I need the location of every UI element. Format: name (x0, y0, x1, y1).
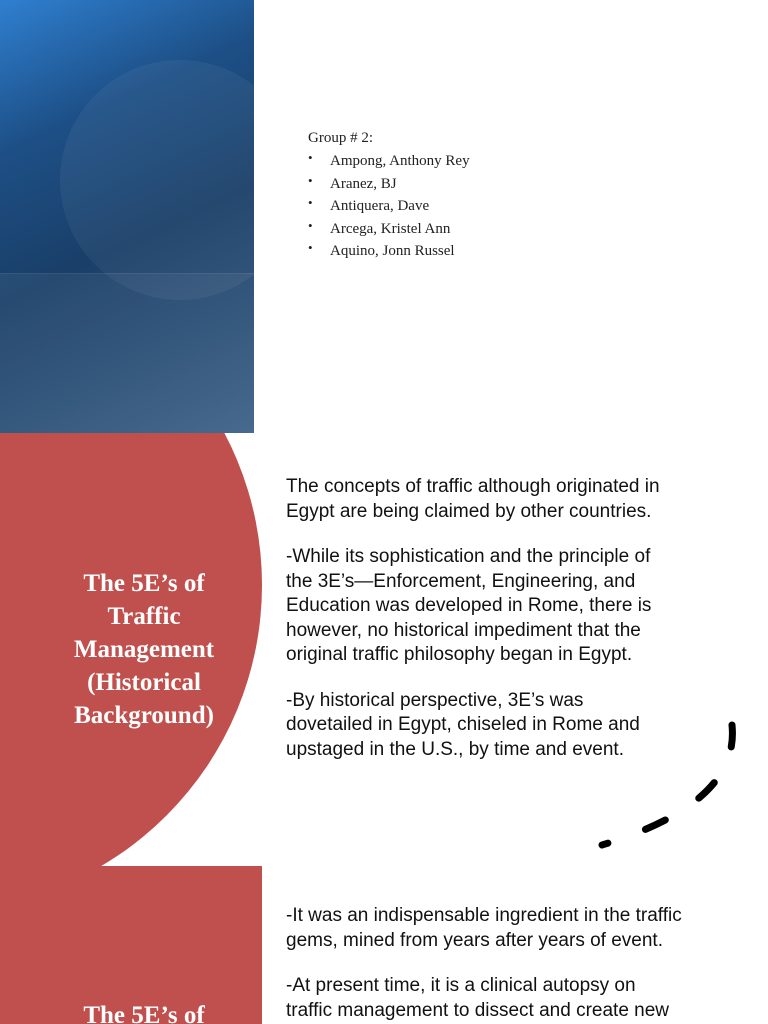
paragraph (286, 475, 726, 524)
paragraph (286, 545, 726, 668)
slide-title-heading (540, 151, 740, 250)
decorative-circle (60, 60, 254, 300)
member-item: • Aquino, Jonn Russel (308, 240, 470, 263)
slide-heading (44, 567, 244, 732)
title-line: The 5E’s of (618, 154, 740, 181)
title-line: The 5E’s of (83, 1002, 205, 1024)
text-line: upstaged in the U.S., by time and event. (286, 738, 624, 760)
member-item: • Arcega, Kristel Ann (308, 218, 470, 241)
text-line: -At present time, it is a clinical autopsy on (286, 975, 636, 996)
group-members (308, 128, 470, 263)
slide-title (0, 0, 768, 433)
slide-heading (44, 999, 244, 1024)
text-line: the 3E’s—Enforcement, Engineering, and (286, 570, 636, 592)
member-item: • Antiquera, Dave (308, 195, 470, 218)
text-line: Egypt are being claimed by other countries. (286, 500, 652, 522)
text-line: -While its sophistication and the principle of (286, 546, 651, 567)
panel-band (0, 274, 254, 433)
dashed-arc-decoration (590, 713, 750, 853)
slide-continued (0, 866, 768, 1024)
title-line: Background) (74, 702, 214, 729)
title-line: Traffic (107, 603, 181, 630)
text-line: gems, mined from years after years of event. (286, 929, 663, 951)
text-line: original traffic philosophy began in Egypt. (286, 644, 633, 665)
title-line: Management (599, 220, 740, 247)
paragraph (286, 904, 726, 953)
text-line: -It was an indispensable ingredient in the traffic (286, 905, 682, 926)
text-line: however, no historical impediment that the (286, 619, 641, 641)
text-line: dovetailed in Egypt, chiseled in Rome and (286, 714, 640, 735)
title-line: (Historical (87, 669, 201, 696)
title-line: The 5E’s of (83, 570, 205, 597)
title-line: Traffic (666, 187, 740, 214)
member-list (308, 150, 470, 263)
title-line: Management (73, 636, 215, 663)
member-item: • Aranez, BJ (308, 173, 470, 196)
text-line: Education was developed in Rome, there is (286, 595, 652, 616)
slide-body (286, 904, 726, 1024)
group-label: Group # 2: (308, 130, 373, 146)
paragraph (286, 974, 726, 1023)
text-line: -By historical perspective, 3E’s was (286, 689, 584, 711)
text-line: traffic management to dissect and create new (286, 999, 670, 1021)
slide-historical-background (0, 433, 768, 866)
member-item: • Ampong, Anthony Rey (308, 150, 470, 173)
text-line: The concepts of traffic although originated in (286, 476, 660, 497)
title-panel (0, 0, 254, 433)
